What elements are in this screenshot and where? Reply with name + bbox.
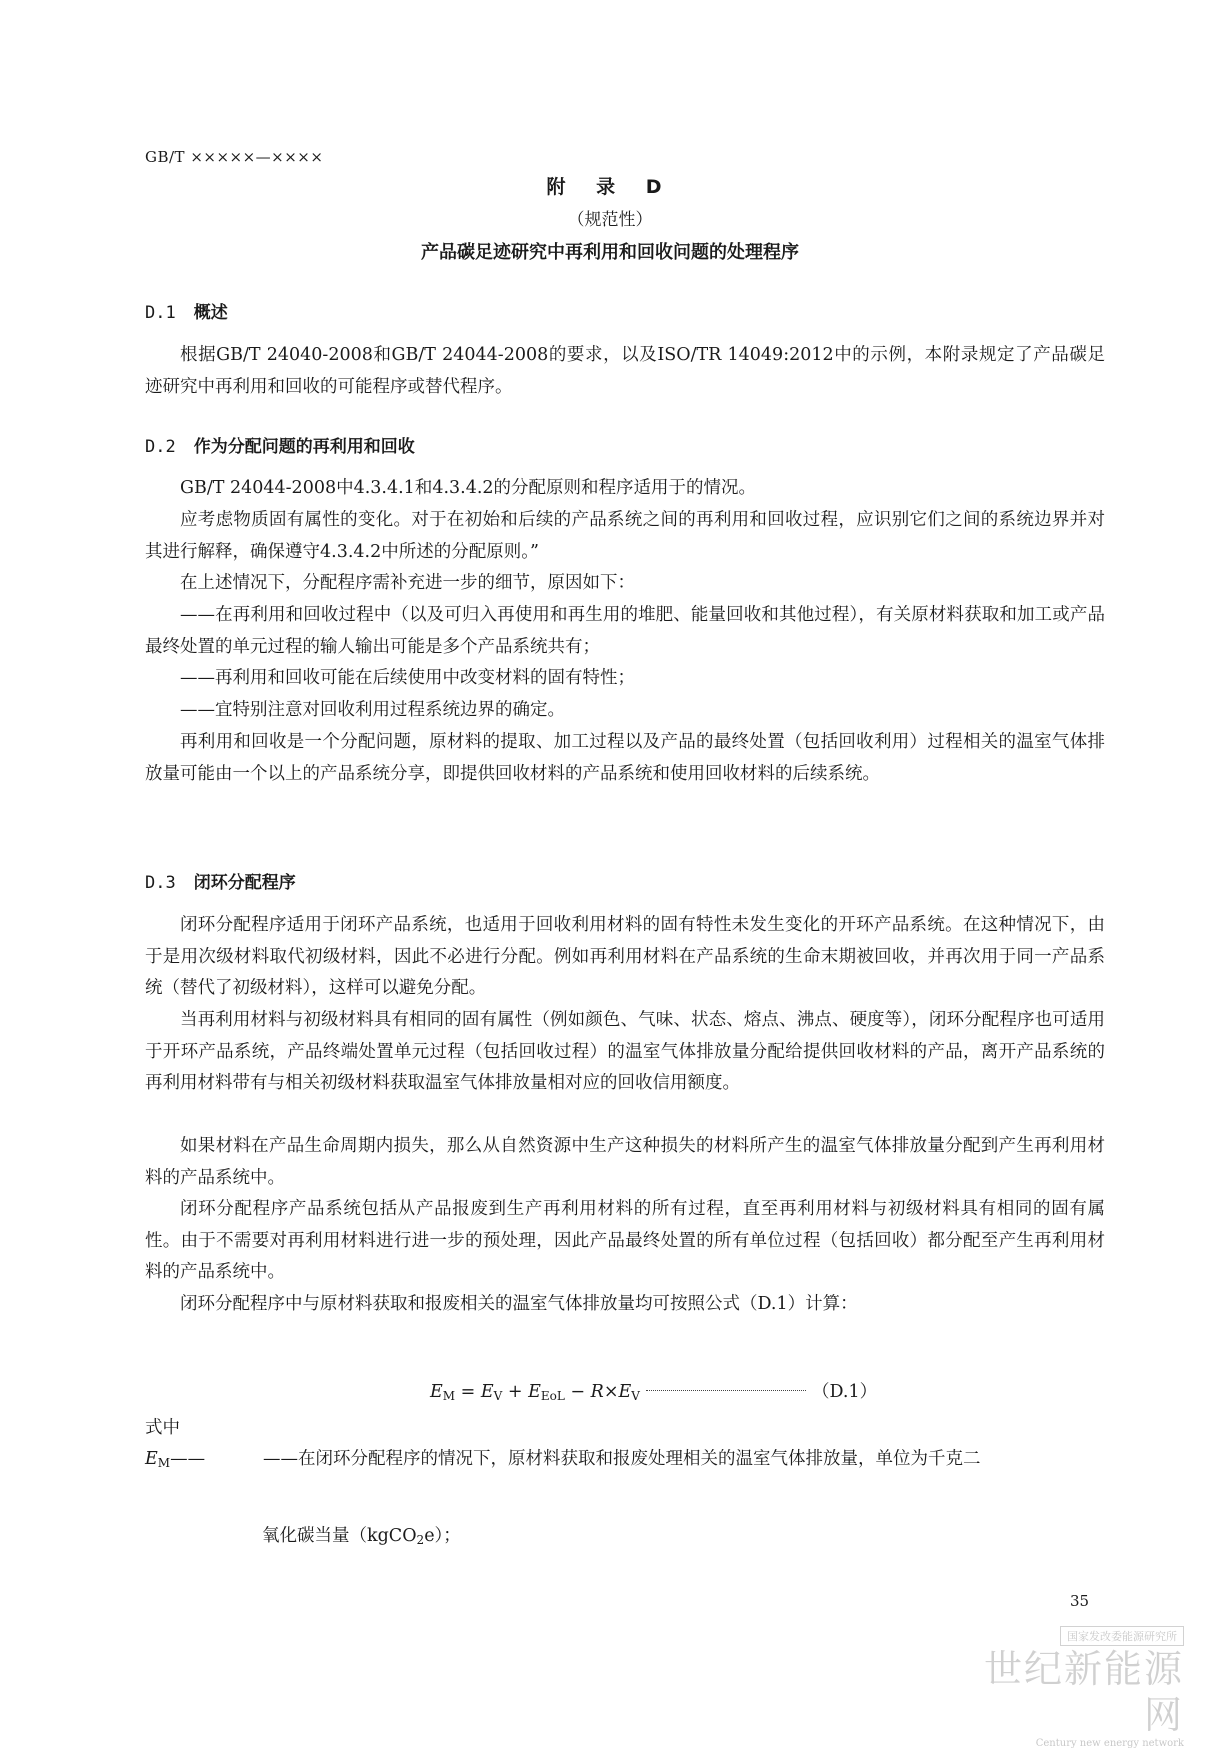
- section-heading-d3: [145, 868, 296, 893]
- appendix-normative: （规范性）: [567, 210, 653, 230]
- formula-subscript: V: [631, 1389, 640, 1403]
- formula-d1: [430, 1378, 877, 1403]
- watermark-logo: [974, 1625, 1184, 1749]
- section-number: D.3: [145, 873, 176, 893]
- appendix-title: 产品碳足迹研究中再利用和回收问题的处理程序: [421, 242, 799, 263]
- unit-text: 氧化碳当量（kgCO: [262, 1526, 417, 1546]
- section-title: 概述: [193, 303, 228, 323]
- formula-symbol: E: [528, 1382, 541, 1402]
- paragraph: 在上述情况下，分配程序需补充进一步的细节，原因如下：: [180, 573, 635, 593]
- formula-subscript: V: [493, 1389, 503, 1403]
- definition-term: [145, 1443, 263, 1480]
- formula-leader-dots: [646, 1390, 806, 1391]
- section-title: 作为分配问题的再利用和回收: [193, 437, 415, 457]
- paragraph: 应考虑物质固有属性的变化。对于在初始和后续的产品系统之间的再利用和回收过程，应识别它们之间的系统边界并对其进行解释，确保遵守4.3.4.2中所述的分配原则。”: [145, 510, 1105, 562]
- paragraph: 再利用和回收是一个分配问题，原材料的提取、加工过程以及产品的最终处置（包括回收利用）过程相关的温室气体排放量可能由一个以上的产品系统分享，即提供回收材料的产品系统和使用回收材料的后续系统。: [145, 732, 1105, 784]
- section-heading-d1: [145, 298, 228, 323]
- list-item: ——在再利用和回收过程中（以及可归入再使用和再生用的堆肥、能量回收和其他过程），有关原材料获取和加工或产品最终处置的单元过程的输人输出可能是多个产品系统共有；: [145, 605, 1105, 657]
- paragraph: GB/T 24044-2008中4.3.4.1和4.3.4.2的分配原则和程序适用于的情况。: [180, 478, 757, 498]
- watermark-subtitle: Century new energy network: [1035, 1738, 1184, 1749]
- section-title: 闭环分配程序: [193, 873, 296, 893]
- formula-operator: =: [455, 1382, 481, 1402]
- formula-subscript: EoL: [540, 1389, 565, 1403]
- watermark-box-text: 国家发改委能源研究所: [1060, 1626, 1184, 1646]
- list-item: ——再利用和回收可能在后续使用中改变材料的固有特性；: [180, 668, 635, 688]
- unit-text-end: e）；: [424, 1526, 461, 1546]
- section-heading-d2: [145, 432, 415, 457]
- section-number: D.2: [145, 437, 176, 457]
- unit-subscript: 2: [416, 1533, 425, 1547]
- formula-reference: （D.1）: [811, 1382, 878, 1402]
- formula-symbol: E: [618, 1382, 632, 1402]
- paragraph: 闭环分配程序适用于闭环产品系统，也适用于回收利用材料的固有特性未发生变化的开环产品系统。在这种情况下，由于是用次级材料取代初级材料，因此不必进行分配。例如再利用材料在产品系统的生命末期被回收，并再次用于同一产品系统（替代了初级材料），这样可以避免分配。: [145, 915, 1105, 998]
- where-label: 式中: [145, 1418, 180, 1438]
- definition-unit: [262, 1522, 461, 1547]
- definition-subscript: M: [157, 1456, 171, 1470]
- paragraph: 当再利用材料与初级材料具有相同的固有属性（例如颜色、气味、状态、熔点、沸点、硬度等），闭环分配程序也可适用于开环产品系统，产品终端处置单元过程（包括回收过程）的温室气体排放量分配给提供回收材料的产品，离开产品系统的再利用材料带有与相关初级材料获取温室气体排放量相对应的回收信用额度。: [145, 1010, 1105, 1093]
- paragraph: 根据GB/T 24040-2008和GB/T 24044-2008的要求，以及ISO/TR 14049:2012中的示例，本附录规定了产品碳足迹研究中再利用和回收的可能程序或替代程序。: [145, 345, 1105, 397]
- formula-operator: −: [564, 1382, 591, 1402]
- formula-subscript: M: [442, 1389, 456, 1403]
- paragraph: 闭环分配程序产品系统包括从产品报废到生产再利用材料的所有过程，直至再利用材料与初级材料具有相同的固有属性。由于不需要对再利用材料进行进一步的预处理，因此产品最终处置的所有单位过程（包括回收）都分配至产生再利用材料的产品系统中。: [145, 1199, 1105, 1282]
- paragraph: 如果材料在产品生命周期内损失，那么从自然资源中生产这种损失的材料所产生的温室气体排放量分配到产生再利用材料的产品系统中。: [145, 1136, 1105, 1188]
- formula-operator: ×: [603, 1382, 619, 1402]
- paragraph: 闭环分配程序中与原材料获取和报废相关的温室气体排放量均可按照公式（D.1）计算：: [180, 1294, 858, 1314]
- watermark-title: 世纪新能源网: [983, 1647, 1184, 1737]
- formula-symbol: E: [480, 1382, 494, 1402]
- appendix-label: 附 录 D: [546, 176, 674, 198]
- definition-dash: ——: [170, 1449, 206, 1469]
- definition-text: ——在闭环分配程序的情况下，原材料获取和报废处理相关的温室气体排放量，单位为千克二: [263, 1449, 981, 1469]
- page-number: 35: [1070, 1592, 1090, 1610]
- definition-symbol: E: [145, 1449, 158, 1469]
- standard-number: GB/T ×××××—××××: [145, 148, 324, 166]
- formula-symbol: R: [590, 1382, 604, 1402]
- variable-definition: [145, 1443, 1105, 1480]
- list-item: ——宜特别注意对回收利用过程系统边界的确定。: [180, 700, 565, 720]
- section-number: D.1: [145, 303, 176, 323]
- formula-symbol: E: [430, 1382, 443, 1402]
- formula-operator: +: [502, 1382, 529, 1402]
